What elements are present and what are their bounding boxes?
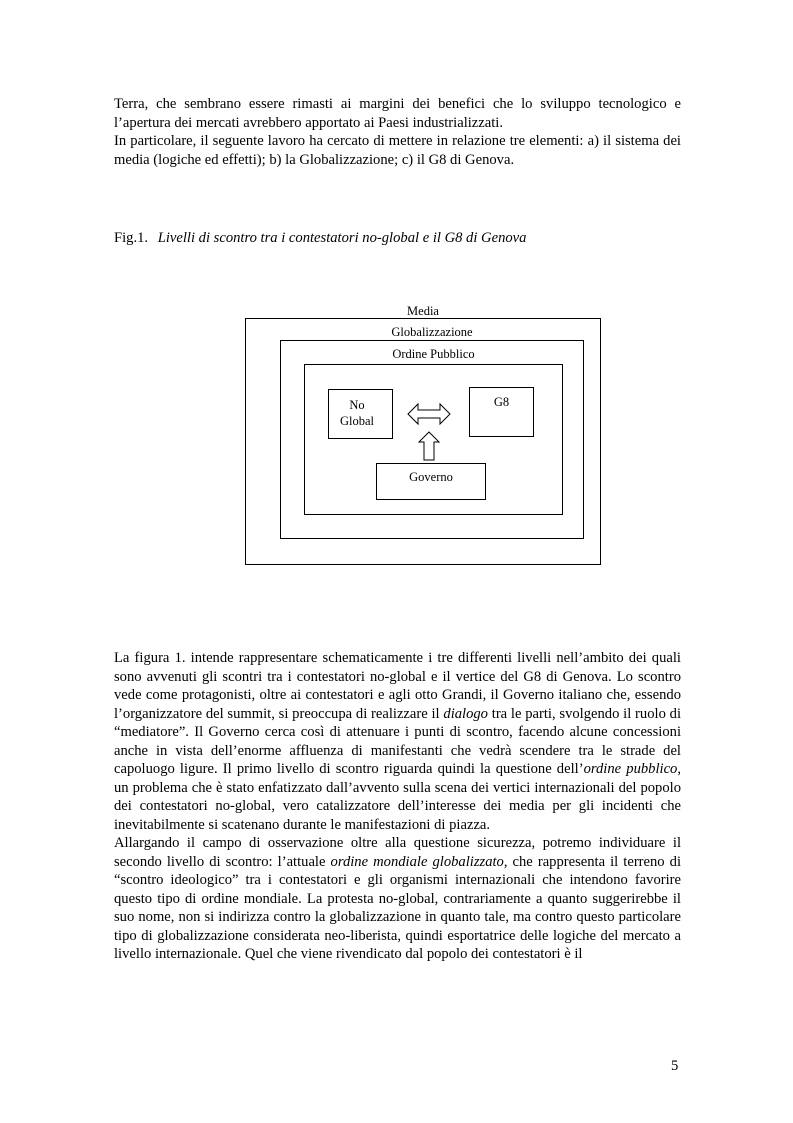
noglobal-label-line1: No (349, 398, 365, 412)
body-emphasis-dialogo: dialogo (443, 705, 488, 722)
body-text-1: La figura 1. intende rappresentare schematicamente i tre differenti livelli nell’ambito dei quali sono avvenuti gli scontri tra i contestatori no-global e il vertice del G8 di Genova. Lo scontro vede come protagonisti, oltre ai contestatori e agli otto Grandi, il Governo italiano che, essendo l’organizzatore del summit, si preoccupa di realizzare il (114, 650, 681, 722)
figure-title: Livelli di scontro tra i contestatori no-global e il G8 di Genova (157, 230, 527, 246)
page-number: 5 (671, 1058, 679, 1074)
intro-paragraph (114, 95, 681, 169)
double-arrow-icon (408, 404, 450, 424)
body-text-3: , un problema che è stato enfatizzato dall’avvento sulla scena dei vertici internazionali del popolo dei contestatori no-global, vero catalizzatore dell’interesse dei media per gli incidenti che inevitabilmente si scatenano durante le manifestazioni di piazza. (114, 761, 681, 833)
body-text-2: tra le parti, svolgendo il ruolo di “mediatore”. Il Governo cerca così di attenuare i punti di scontro, facendo alcune concessioni anche in vista dell’enorme affluenza di manifestanti che vedrà scendere tra le strade del capoluogo ligure. Il primo livello di scontro riguarda quindi la questione dell’ (114, 705, 681, 777)
figure-number: Fig.1. (114, 230, 149, 246)
body-emphasis-ordine-mondiale: ordine mondiale globalizzato (330, 853, 504, 870)
body-paragraph (114, 649, 681, 964)
intro-sentence-2: In particolare, il seguente lavoro ha cercato di mettere in relazione tre elementi: a) il sistema dei media (logiche ed effetti); b) la Globalizzazione; c) il G8 di Genova. (114, 133, 681, 168)
globalizzazione-label: Globalizzazione (391, 325, 473, 339)
body-emphasis-ordine-pubblico: ordine pubblico (583, 761, 678, 777)
media-label: Media (407, 304, 439, 318)
arrows-graphic (405, 400, 465, 464)
governo-label: Governo (409, 470, 453, 484)
ordine-pubblico-label: Ordine Pubblico (392, 347, 475, 361)
body-text-5: , che rappresenta il terreno di “scontro ideologico” tra i contestatori e gli organismi internazionali che intendono favorire questo tipo di ordine mondiale. La protesta no-global, contrariamente a quanto suggerirebbe il suo nome, non si indirizza contro la globalizzazione in quanto tale, ma contro questo particolare tipo di globalizzazione considerata neo-liberista, quindi esportatrice delle logiche del mercato a livello internazionale. Quel che viene rivendicato dal popolo dei contestatori è il (114, 853, 682, 962)
noglobal-label-line2: Global (339, 414, 375, 428)
noglobal-label (328, 397, 386, 429)
g8-label: G8 (493, 395, 510, 409)
figure-caption (114, 230, 526, 247)
body-text-4: Allargando il campo di osservazione oltre alla questione sicurezza, potremo individuare il secondo livello di scontro: l’attuale (114, 835, 681, 870)
up-arrow-icon (419, 432, 439, 460)
intro-sentence-1: Terra, che sembrano essere rimasti ai margini dei benefici che lo sviluppo tecnologico e l’apertura dei mercati avrebbero apportato ai Paesi industrializzati. (114, 96, 681, 131)
